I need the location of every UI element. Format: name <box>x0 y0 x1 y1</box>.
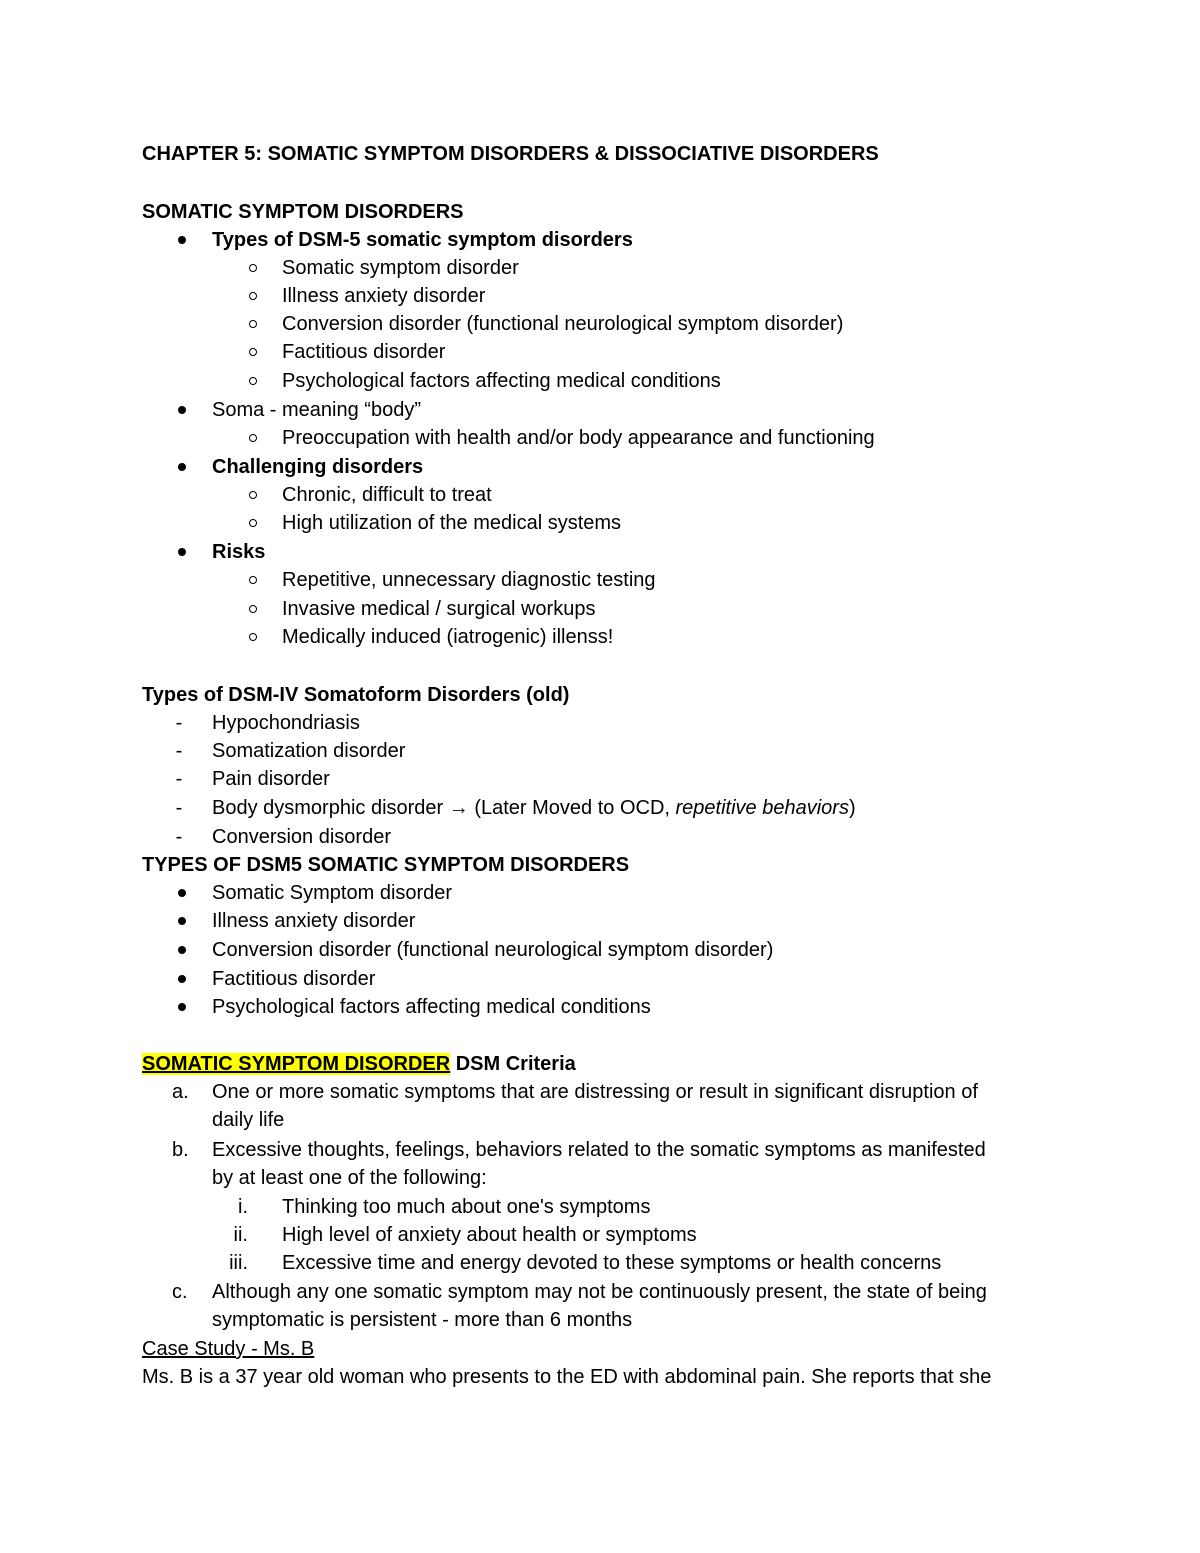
sub-bullet-circle <box>249 491 257 499</box>
list-item-bdd <box>212 794 856 822</box>
bullet-dot <box>178 236 186 244</box>
list-item: Psychological factors affecting medical conditions <box>212 996 651 1018</box>
criteria-c-line1: Although any one somatic symptom may not be continuously present, the state of being <box>212 1281 987 1303</box>
sub-bullet-circle <box>249 434 257 442</box>
heading-rest: DSM Criteria <box>450 1053 576 1075</box>
bullet-dot <box>178 917 186 925</box>
sub-bullet-circle <box>249 264 257 272</box>
list-item: Invasive medical / surgical workups <box>282 598 596 620</box>
list-item: Conversion disorder (functional neurological symptom disorder) <box>212 939 774 961</box>
bdd-text: Body dysmorphic disorder → (Later Moved to OCD, <box>212 797 676 819</box>
bullet-dot <box>178 946 186 954</box>
list-item: Somatic Symptom disorder <box>212 882 453 904</box>
sub-criteria-item: Excessive time and energy devoted to these symptoms or health concerns <box>282 1252 942 1274</box>
bullet-dsm5-types: Types of DSM-5 somatic symptom disorders <box>212 229 633 251</box>
sub-bullet-circle <box>249 576 257 584</box>
criteria-b-line2: by at least one of the following: <box>212 1167 487 1189</box>
criteria-a-line1: One or more somatic symptoms that are distressing or result in significant disruption of <box>212 1081 978 1103</box>
sub-bullet-circle <box>249 633 257 641</box>
sub-criteria-label: ii. <box>233 1224 248 1246</box>
sub-criteria-item: High level of anxiety about health or symptoms <box>282 1224 697 1246</box>
dash-marker: - <box>175 712 183 734</box>
list-item: Illness anxiety disorder <box>282 285 486 307</box>
case-study-heading: Case Study - Ms. B <box>142 1338 315 1360</box>
list-item: Factitious disorder <box>212 968 376 990</box>
sub-bullet-circle <box>249 377 257 385</box>
bullet-dot <box>178 975 186 983</box>
sub-bullet-circle <box>249 605 257 613</box>
section-heading-dsm4: Types of DSM-IV Somatoform Disorders (old) <box>142 684 570 706</box>
bullet-dot <box>178 548 186 556</box>
dash-marker: - <box>175 797 183 819</box>
dash-marker: - <box>175 740 183 762</box>
list-item: Conversion disorder <box>212 826 391 848</box>
sub-bullet-circle <box>249 348 257 356</box>
case-study-text: Ms. B is a 37 year old woman who presents to the ED with abdominal pain. She reports that she <box>142 1366 992 1388</box>
list-item: Somatic symptom disorder <box>282 257 519 279</box>
criteria-b-line1: Excessive thoughts, feelings, behaviors related to the somatic symptoms as manifested <box>212 1139 986 1161</box>
sub-criteria-label: iii. <box>229 1252 248 1274</box>
section-heading-somatic: SOMATIC SYMPTOM DISORDERS <box>142 201 464 223</box>
list-item: Conversion disorder (functional neurological symptom disorder) <box>282 313 844 335</box>
list-item: Preoccupation with health and/or body appearance and functioning <box>282 427 875 449</box>
section-heading-dsm5: TYPES OF DSM5 SOMATIC SYMPTOM DISORDERS <box>142 854 630 876</box>
criteria-a-line2: daily life <box>212 1109 285 1131</box>
criteria-label: c. <box>172 1281 188 1303</box>
sub-criteria-label: i. <box>238 1196 248 1218</box>
list-item: Hypochondriasis <box>212 712 360 734</box>
dash-marker: - <box>175 826 183 848</box>
list-item: High utilization of the medical systems <box>282 512 622 534</box>
list-item: Illness anxiety disorder <box>212 910 416 932</box>
list-item: Somatization disorder <box>212 740 406 762</box>
sub-bullet-circle <box>249 519 257 527</box>
bullet-soma: Soma - meaning “body” <box>212 399 421 421</box>
criteria-c-line2: symptomatic is persistent - more than 6 months <box>212 1309 633 1331</box>
sub-bullet-circle <box>249 292 257 300</box>
bullet-dot <box>178 1003 186 1011</box>
section-heading-criteria <box>142 1050 576 1078</box>
bullet-dot <box>178 406 186 414</box>
bdd-close: ) <box>848 797 856 819</box>
list-item: Medically induced (iatrogenic) illenss! <box>282 626 614 648</box>
criteria-label: b. <box>172 1139 189 1161</box>
dash-marker: - <box>175 768 183 790</box>
bullet-risks: Risks <box>212 541 266 563</box>
list-item: Psychological factors affecting medical conditions <box>282 370 721 392</box>
criteria-label: a. <box>172 1081 189 1103</box>
highlighted-heading: SOMATIC SYMPTOM DISORDER <box>142 1053 451 1075</box>
bullet-dot <box>178 463 186 471</box>
list-item: Repetitive, unnecessary diagnostic testing <box>282 569 656 591</box>
sub-bullet-circle <box>249 320 257 328</box>
bdd-italic: repetitive behaviors <box>675 797 849 819</box>
bullet-challenging: Challenging disorders <box>212 456 424 478</box>
list-item: Chronic, difficult to treat <box>282 484 492 506</box>
chapter-title: CHAPTER 5: SOMATIC SYMPTOM DISORDERS & DISSOCIATIVE DISORDERS <box>142 143 879 165</box>
list-item: Factitious disorder <box>282 341 446 363</box>
list-item: Pain disorder <box>212 768 330 790</box>
sub-criteria-item: Thinking too much about one's symptoms <box>282 1196 651 1218</box>
bullet-dot <box>178 889 186 897</box>
